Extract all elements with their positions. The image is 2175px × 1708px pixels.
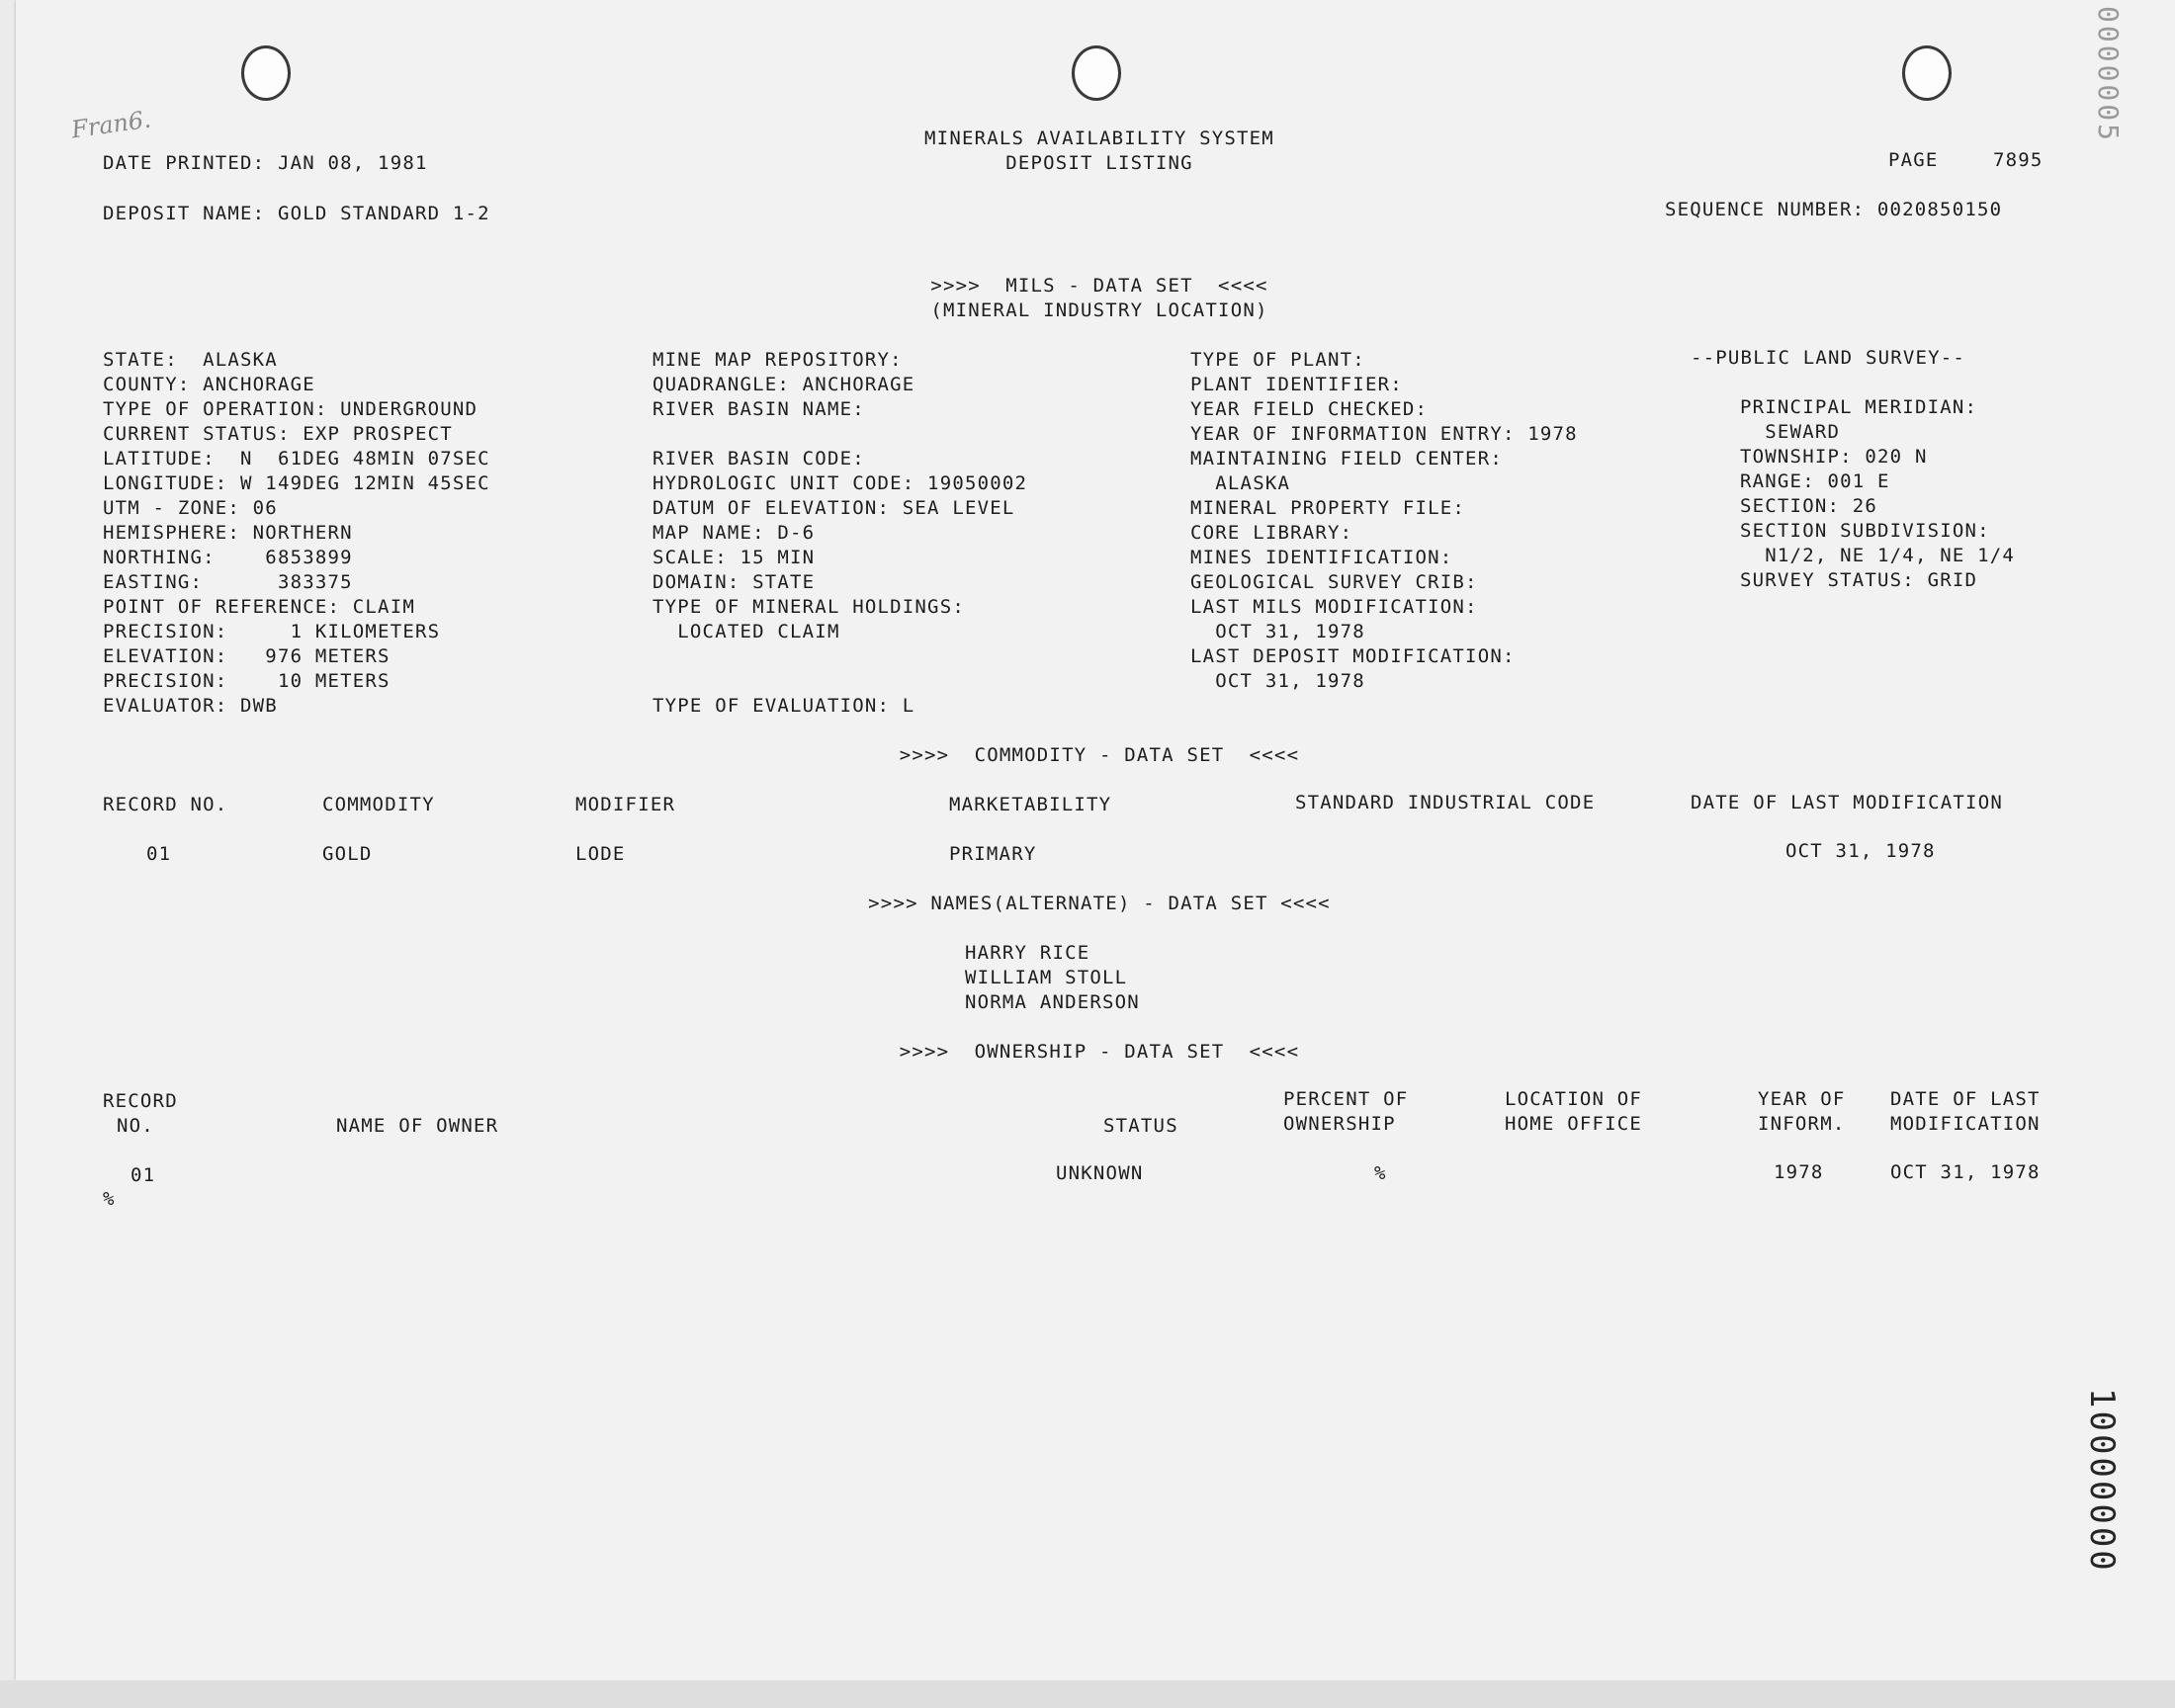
mils-field: PLANT IDENTIFIER: (1190, 374, 1403, 395)
mils-field: YEAR FIELD CHECKED: (1190, 398, 1429, 420)
punch-hole-left (241, 45, 291, 101)
commodity-record-no: 01 (146, 843, 172, 865)
land-survey-field: SEWARD (1740, 421, 1841, 443)
ownership-header-year-1: YEAR OF (1758, 1088, 1846, 1110)
ownership-percent: % (1374, 1162, 1387, 1184)
ownership-header-location-2: HOME OFFICE (1505, 1113, 1643, 1135)
land-survey-field: TOWNSHIP: 020 N (1740, 446, 1928, 468)
ownership-date: OCT 31, 1978 (1890, 1161, 2041, 1183)
mils-field: MINERAL PROPERTY FILE: (1190, 497, 1466, 519)
ownership-header-date-1: DATE OF LAST (1890, 1088, 2041, 1110)
mils-field: COUNTY: ANCHORAGE (103, 374, 315, 395)
mils-column-location (103, 348, 490, 719)
page-number: 7895 (1993, 149, 2044, 171)
mils-field: HYDROLOGIC UNIT CODE: 19050002 (652, 472, 1028, 494)
mils-heading: >>>> MILS - DATA SET <<<< (930, 275, 1268, 297)
mils-field: NORTHING: 6853899 (103, 547, 353, 568)
mils-field: QUADRANGLE: ANCHORAGE (652, 374, 915, 395)
mils-column-records (1190, 348, 1578, 694)
mils-field: LAST MILS MODIFICATION: (1190, 596, 1478, 618)
commodity-header-sic: STANDARD INDUSTRIAL CODE (1295, 792, 1596, 813)
ownership-header-percent-1: PERCENT OF (1283, 1088, 1409, 1110)
land-survey-field: RANGE: 001 E (1740, 470, 1890, 492)
mils-field: MAINTAINING FIELD CENTER: (1190, 448, 1503, 470)
ownership-header-record: RECORD (103, 1090, 178, 1112)
mils-field: TYPE OF MINERAL HOLDINGS: (652, 596, 965, 618)
ownership-record-no: 01 (130, 1164, 156, 1186)
mils-field: SCALE: 15 MIN (652, 547, 816, 568)
alternate-name: HARRY RICE (965, 942, 1090, 964)
mils-field: LATITUDE: N 61DEG 48MIN 07SEC (103, 448, 490, 470)
system-title: MINERALS AVAILABILITY SYSTEM (924, 128, 1274, 149)
page-label: PAGE (1888, 149, 1939, 171)
mils-field: HEMISPHERE: NORTHERN (103, 522, 353, 544)
margin-stamp-top: 0000005 (2092, 6, 2125, 144)
mils-field: EVALUATOR: DWB (103, 695, 278, 717)
mils-field: MAP NAME: D-6 (652, 522, 816, 544)
mils-column-maps (652, 447, 1027, 644)
mils-field: GEOLOGICAL SURVEY CRIB: (1190, 571, 1478, 593)
ownership-header-year-2: INFORM. (1758, 1113, 1846, 1135)
mils-field: LAST DEPOSIT MODIFICATION: (1190, 645, 1516, 667)
ownership-header-location-1: LOCATION OF (1505, 1088, 1643, 1110)
ownership-header-name: NAME OF OWNER (336, 1115, 499, 1137)
commodity-date: OCT 31, 1978 (1785, 840, 1936, 862)
ownership-header-no: NO. (117, 1115, 154, 1137)
ownership-status: UNKNOWN (1056, 1162, 1144, 1184)
ownership-header-percent-2: OWNERSHIP (1283, 1113, 1396, 1135)
commodity-header-marketability: MARKETABILITY (949, 794, 1112, 815)
mils-field: DOMAIN: STATE (652, 571, 816, 593)
mils-field: PRECISION: 1 KILOMETERS (103, 621, 441, 642)
sequence-number: SEQUENCE NUMBER: 0020850150 (1665, 199, 2003, 220)
mils-field: POINT OF REFERENCE: CLAIM (103, 596, 415, 618)
scan-bottom-edge (0, 1680, 2175, 1708)
mils-field: MINE MAP REPOSITORY: (652, 349, 903, 371)
mils-field: UTM - ZONE: 06 (103, 497, 278, 519)
mils-field: DATUM OF ELEVATION: SEA LEVEL (652, 497, 1015, 519)
date-printed: DATE PRINTED: JAN 08, 1981 (103, 152, 428, 174)
type-of-evaluation: TYPE OF EVALUATION: L (652, 695, 915, 717)
mils-field: TYPE OF PLANT: (1190, 349, 1365, 371)
listing-title: DEPOSIT LISTING (1005, 152, 1193, 174)
mils-field: CURRENT STATUS: EXP PROSPECT (103, 423, 453, 445)
mils-field: CORE LIBRARY: (1190, 522, 1353, 544)
commodity-marketability: PRIMARY (949, 843, 1037, 865)
mils-field: RIVER BASIN CODE: (652, 448, 865, 470)
mils-field: RIVER BASIN NAME: (652, 398, 865, 420)
ownership-header-date-2: MODIFICATION (1890, 1113, 2041, 1135)
mils-column-maps-top (652, 348, 914, 422)
public-land-survey-title: --PUBLIC LAND SURVEY-- (1691, 347, 1966, 369)
mils-field: EASTING: 383375 (103, 571, 353, 593)
commodity-header-date: DATE OF LAST MODIFICATION (1691, 792, 2003, 813)
land-survey-field: SURVEY STATUS: GRID (1740, 569, 1978, 591)
mils-field: MINES IDENTIFICATION: (1190, 547, 1453, 568)
commodity-heading: >>>> COMMODITY - DATA SET <<<< (899, 744, 1300, 766)
commodity-modifier: LODE (575, 843, 626, 865)
ownership-year: 1978 (1774, 1161, 1824, 1183)
land-survey-field: PRINCIPAL MERIDIAN: (1740, 396, 1978, 418)
mils-field: LONGITUDE: W 149DEG 12MIN 45SEC (103, 472, 490, 494)
margin-stamp-bottom: 10000000 (2082, 1388, 2122, 1574)
handwritten-note: Fran6. (69, 105, 153, 144)
mils-field: ALASKA (1190, 472, 1291, 494)
land-survey-field: SECTION SUBDIVISION: (1740, 520, 1990, 542)
alternate-names-list (965, 941, 1140, 1015)
mils-field: ELEVATION: 976 METERS (103, 645, 391, 667)
land-survey-field: N1/2, NE 1/4, NE 1/4 (1740, 545, 2016, 566)
alternate-name: NORMA ANDERSON (965, 991, 1140, 1013)
punch-hole-right (1902, 45, 1952, 101)
ownership-header-status: STATUS (1103, 1115, 1178, 1137)
commodity-header-commodity: COMMODITY (322, 794, 435, 815)
mils-field: OCT 31, 1978 (1190, 621, 1365, 642)
ownership-heading: >>>> OWNERSHIP - DATA SET <<<< (899, 1041, 1300, 1063)
land-survey-field: SECTION: 26 (1740, 495, 1878, 517)
deposit-name: DEPOSIT NAME: GOLD STANDARD 1-2 (103, 203, 490, 224)
names-heading: >>>> NAMES(ALTERNATE) - DATA SET <<<< (868, 893, 1331, 914)
punch-hole-center (1072, 45, 1121, 101)
mils-field: YEAR OF INFORMATION ENTRY: 1978 (1190, 423, 1578, 445)
mils-field: OCT 31, 1978 (1190, 670, 1365, 692)
mils-subheading: (MINERAL INDUSTRY LOCATION) (930, 299, 1268, 321)
mils-field: TYPE OF OPERATION: UNDERGROUND (103, 398, 478, 420)
mils-field: PRECISION: 10 METERS (103, 670, 391, 692)
listing-terminator: % (103, 1188, 116, 1210)
commodity-name: GOLD (322, 843, 373, 865)
public-land-survey (1740, 395, 2015, 593)
commodity-header-record-no: RECORD NO. (103, 794, 228, 815)
mils-field: LOCATED CLAIM (652, 621, 840, 642)
printout-sheet (16, 0, 2175, 1680)
alternate-name: WILLIAM STOLL (965, 967, 1128, 988)
mils-field: STATE: ALASKA (103, 349, 278, 371)
commodity-header-modifier: MODIFIER (575, 794, 676, 815)
